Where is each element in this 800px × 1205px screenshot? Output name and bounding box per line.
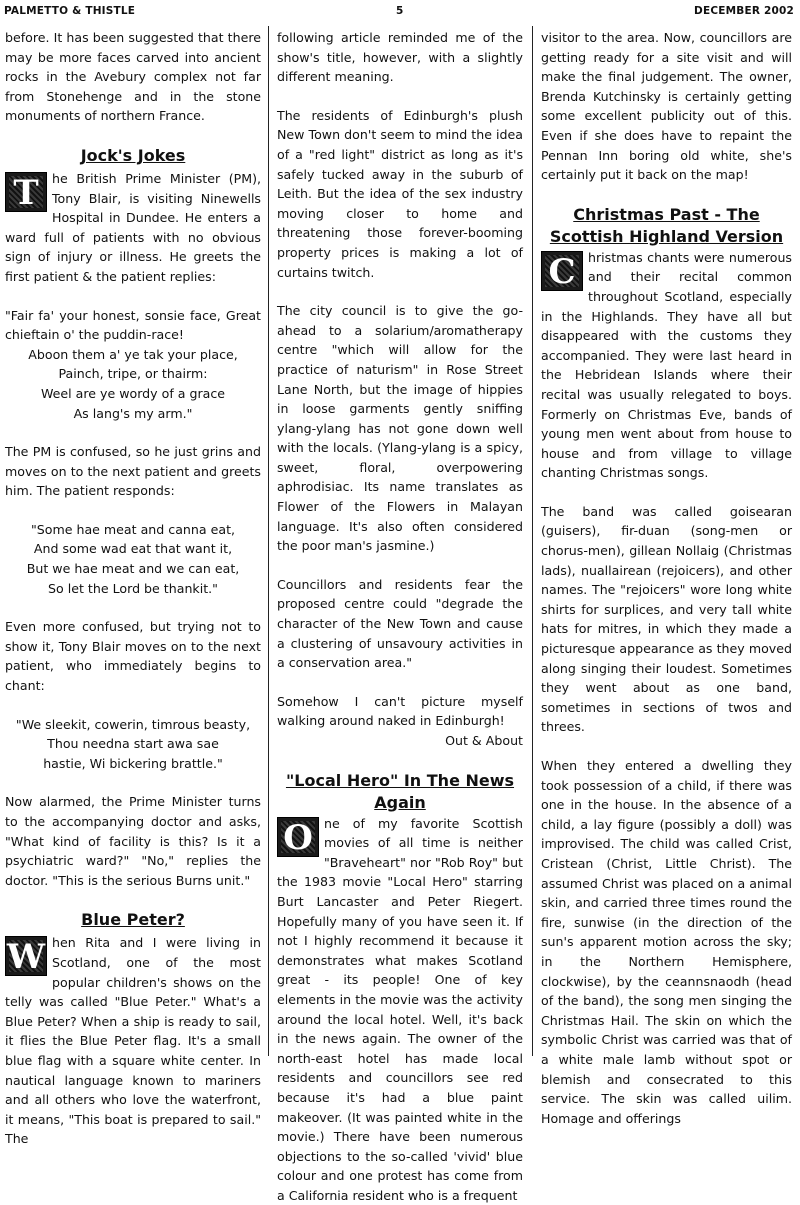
page-header xyxy=(4,5,794,21)
signoff: Out & About xyxy=(445,733,523,748)
article-paragraph: Somehow I can't picture myself walking around naked in Edinburgh! xyxy=(277,693,523,729)
column-divider xyxy=(532,26,533,1056)
jokes-paragraph: T he British Prime Minister (PM), Tony Blair, is visiting Ninewells Hospital in Dundee. He enters a ward full of patients with no obvious sign of injury or illness. He greets the first patient & the patient replies: xyxy=(5,170,261,284)
column-1 xyxy=(5,28,261,1147)
column-3 xyxy=(541,28,792,1126)
column-2 xyxy=(277,28,523,1203)
article-paragraph: following article reminded me of the show's title, however, with a slightly different meaning. xyxy=(277,30,523,85)
dropcap-w-icon: W xyxy=(6,937,46,978)
jokes-paragraph: The PM is confused, so he just grins and moves on to the next patient and greets him. The patient responds: xyxy=(5,444,261,499)
verse-3 xyxy=(5,715,261,774)
dropcap-t-icon: T xyxy=(5,172,47,212)
verse-2 xyxy=(5,520,261,598)
verse-line: Thou needna start awa sae xyxy=(47,736,219,752)
publication-name: PALMETTO & THISTLE xyxy=(4,5,136,17)
verse-line: So let the Lord be thankit." xyxy=(48,580,218,596)
local-hero-paragraph: O ne of my favorite Scottish movies of all time is neither "Braveheart" nor "Rob Roy" but the 1983 movie "Local Hero" starring Burt Lancaster and Peter Riegert. Hopefully many of you have seen it. If not I highly recommend it because it demonstrates what makes Scotland great - its people! One of key elements in the movie was the activity around the local hotel. Well, it's back in the news again. The owner of the north-east hotel has made local residents and councillors see red because it's had a blue paint makeover. (It was painted white in the movie.) There have been numerous objections to the so-called 'vivid' blue colour and one protest has come from a California resident who is a frequent xyxy=(277,815,523,1203)
verse-line: "We sleekit, cowerin, timrous beasty, xyxy=(15,716,251,732)
verse-line: Aboon them a' ye tak your place, xyxy=(28,346,238,362)
verse-line: "Fair fa' your honest, sonsie face, Great chieftain o' the puddin-race! xyxy=(5,307,261,343)
christmas-paragraph: The band was called goisearan (guisers), fir-duan (song-men or chorus-men), gillean Nollaig (Christmas lads), nuallairean (rejoicers), and other names. The "rejoicers" wore long white shirts for surplices, and very tall white hats for mitres, in which they made a picturesque appearance as they moved along singing their loudest. Sometimes they went about as one band, sometimes in sections of twos and threes. xyxy=(541,503,792,735)
blue-peter-heading: Blue Peter? xyxy=(81,910,185,930)
jokes-paragraph: Even more confused, but trying not to show it, Tony Blair moves on to the next patient, who immediately begins to chant: xyxy=(5,619,261,694)
page-number: 5 xyxy=(396,5,404,17)
article-paragraph: visitor to the area. Now, councillors are getting ready for a site visit and will make the final judgement. The owner, Brenda Kutchinsky is certainly getting some excellent publicity out of this. Even if she does have to repaint the Pennan Inn boring old white, she's certainly put it back on the map! xyxy=(541,30,792,183)
article-paragraph: The city council is to give the go-ahead to a solarium/aromatherapy centre "which will allow for the practice of naturism" in Rose Street Lane North, but the image of hippies in loose garments gently sniffing ylang-ylang has not gone down well with the locals. (Ylang-ylang is a spicy, sweet, floral, overpowering aphrodisiac. Its name translates as Flower of the Flowers in Malayan language. It's also often considered the poor man's jasmine.) xyxy=(277,303,523,554)
verse-line: "Some hae meat and canna eat, xyxy=(30,521,236,537)
verse-1 xyxy=(5,306,261,424)
local-hero-heading: "Local Hero" In The News Again xyxy=(285,770,515,812)
christmas-paragraph: When they entered a dwelling they took possession of a child, if there was one in the house. In the absence of a child, a lay figure (possibly a doll) was improvised. The child was called Crist, Cristean (Christ, Little Christ). The assumed Christ was placed on a animal skin, and carried three times round the fire, sunwise (in the direction of the sun's apparent motion across the sky; in the Northern Hemisphere, clockwise), by the ceannsnaodh (head of the band), the song men singing the Christmas Hail. The skin on which the symbolic Christ was carried was that of a white male lamb without spot or blemish and consecrated to this service. The skin was called uilim. Homage and offerings xyxy=(541,758,792,1126)
column-divider xyxy=(268,26,269,1056)
continued-paragraph: before. It has been suggested that there may be more faces carved into ancient rocks in the Avebury complex not far from Stonehenge and in the stone monuments of northern France. xyxy=(5,30,261,124)
verse-line: But we hae meat and we can eat, xyxy=(26,561,240,577)
christmas-paragraph: C hristmas chants were numerous and their recital common throughout Scotland, especially in the Highlands. They have all but disappeared with the customs they accompanied. They were last heard in the Hebridean Islands where their recital was usually relegated to boys. Formerly on Christmas Eve, bands of young men went about from house to house and from village to village chanting Christmas songs. xyxy=(541,249,792,481)
verse-line: Weel are ye wordy of a grace xyxy=(40,385,226,401)
jocks-jokes-heading: Jock's Jokes xyxy=(80,145,186,165)
article-paragraph: The residents of Edinburgh's plush New Town don't seem to mind the idea of a "red light" district as long as it's safely tucked away in the suburb of Leith. But the idea of the sex industry moving closer to home and threatening those forever-booming property prices is making a lot of curtains twitch. xyxy=(277,107,523,280)
dropcap-o-icon: O xyxy=(277,817,319,857)
article-paragraph: Councillors and residents fear the proposed centre could "degrade the character of the New Town and cause a clustering of unsavoury activities in a conservation area." xyxy=(277,576,523,671)
verse-line: As lang's my arm." xyxy=(73,405,193,421)
christmas-past-heading: Christmas Past - The Scottish Highland Version xyxy=(549,204,784,246)
blue-peter-paragraph: W hen Rita and I were living in Scotland, one of the most popular children's shows on the telly was called "Blue Peter." What's a Blue Peter? When a ship is ready to sail, it flies the Blue Peter flag. It's a small blue flag with a square white center. In nautical language known to mariners and all others who love the waterfront, it means, "This boat is prepared to sail." The xyxy=(5,935,261,1147)
jokes-paragraph: Now alarmed, the Prime Minister turns to the accompanying doctor and asks, "What kind of facility is this? Is it a psychiatric ward?" "No," replies the doctor. "This is the serious Burns unit." xyxy=(5,794,261,888)
verse-line: Painch, tripe, or thairm: xyxy=(58,366,208,382)
verse-line: hastie, Wi bickering brattle." xyxy=(43,755,223,771)
issue-date: DECEMBER 2002 xyxy=(694,5,794,17)
dropcap-c-icon: C xyxy=(541,251,583,291)
verse-line: And some wad eat that want it, xyxy=(33,541,233,557)
